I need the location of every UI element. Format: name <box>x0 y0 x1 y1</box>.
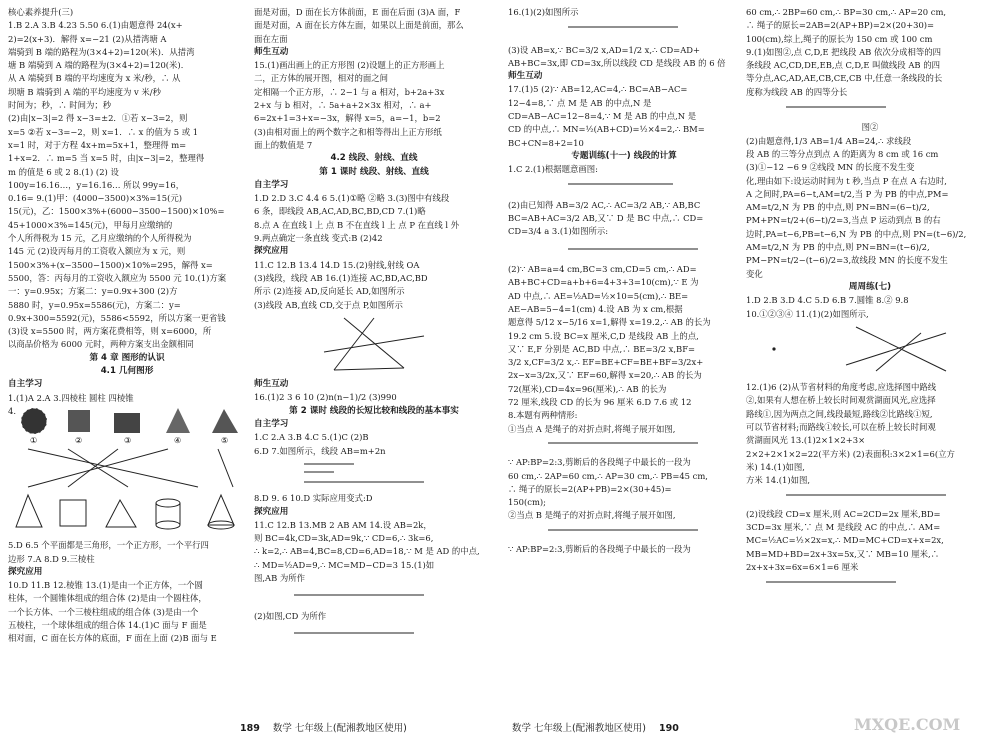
col4-block-e <box>746 508 994 574</box>
col1-block-b <box>8 539 246 566</box>
col4-lines_c-line: 10.①②③④ 11.(1)(2)如图所示, <box>746 308 869 319</box>
watermark-text: MXQE.COM <box>854 715 961 734</box>
solids-figure-row <box>8 405 246 445</box>
col2-lines_b-line: (3)由相对面上的两个数字之和相等得出上正方形纸 <box>254 126 442 137</box>
col4-lines_b-line: PM+PN=t/2+(6−t)/2=3,当点 P 运动到点 B 的右 <box>746 215 941 226</box>
col3-lines_g-line: ∵ AP:BP=2:3,剪断后的各段绳子中最长的一段为 <box>508 543 691 554</box>
fig-num-3: ③ <box>124 435 132 445</box>
line-segment <box>334 368 404 370</box>
column-4 <box>746 6 994 714</box>
section-4-2-title: 4.2 线段、射线、直线 <box>330 153 418 164</box>
weekly-practice-title: 周周练(七) <box>848 281 892 292</box>
segment-cab-figure <box>508 177 740 195</box>
lesson1-title: 第 1 课时 线段、射线、直线 <box>319 166 429 177</box>
matching-figure <box>8 445 246 535</box>
col4-lines_d-line: 2×2+2×1×2=22(平方米) (2)表面积:3×2×1=6(立方 <box>746 448 955 459</box>
page-number-right: 190 <box>658 723 679 734</box>
col4-lines_e-line: MC=½AC=½×2x=x,∴ MD=MC+CD=x+x=2x, <box>746 535 944 546</box>
q15-2-line: (2)如图,CD 为所作 <box>254 610 327 621</box>
col3-lines_c-line: 1.C 2.(1)根据题意画图: <box>508 164 598 175</box>
segment-cd-figure-14 <box>746 488 994 504</box>
col1-lines_a-line: 5500，答：丙每月的工资收入额应为 5500 元 10.(1)方案 <box>8 272 227 283</box>
col2-lines_c-line: 8.点 A 在直线 l 上 点 B 不在直线 l 上 点 P 在直线 l 外 <box>254 219 460 230</box>
point-b <box>772 347 775 350</box>
col4-block-b <box>746 135 994 281</box>
col4-lines_d-line: ②,如果有人想在桥上较长时间观赏湖面风光,应选择 <box>746 395 936 406</box>
col4-lines_d-line: 可以节省材料;而路线①较长,可以在桥上较长时间观 <box>746 422 936 433</box>
col4-lines_b-line: (3)①−12 −6 9 ②线段 MN 的长度不发生变 <box>746 162 915 173</box>
col1-lines_a-line: x=5 ②若 x−3=−2，则 x=1．∴ x 的值为 5 或 1 <box>8 126 199 137</box>
pyramid-image <box>212 409 238 433</box>
col4-lines_a-line: ∴ 绳子的原长=2AB=2(AP+BP)=2×(20+30)= <box>746 20 935 31</box>
section-title: 4.1 几何图形 <box>100 366 154 377</box>
col3-block-b <box>508 83 740 149</box>
quartering-figure <box>746 99 994 117</box>
col2-lines_b-line: 二，正方体的展开图，相对的面之间 <box>254 73 388 84</box>
col1-lines_a-line: x=1 时，对于方程 4x+m=5x+1，整理得 m= <box>8 139 187 150</box>
fig-num-4: ④ <box>174 435 182 445</box>
fig-num-2: ② <box>75 435 83 445</box>
col3-lines_e-line: 2x−x=3/2x,又∵ EF=60,解得 x=20,∴ AB 的长为 <box>508 370 702 381</box>
column-3 <box>508 6 740 714</box>
cylinder-bottom <box>156 521 180 529</box>
col2-lines_a-line: 面在左面 <box>254 33 288 44</box>
col2-block-b <box>254 59 494 152</box>
col2-lines_e-line: 1.C 2.A 3.B 4.C 5.(1)C (2)B <box>254 432 369 443</box>
col3-lines_e-line: 3/2 x,CF=3/2 x,∴ EF=BE+CF=BE+BF=3/2x+ <box>508 357 704 368</box>
col4-lines_a-line: 等分点,AC,AD,AE,CB,CE,CB 中,任意一条线段的长 <box>746 73 943 84</box>
col4-lines_b-line: 段 AB 的三等分点到点 A 的距离为 8 cm 或 16 cm <box>746 148 939 159</box>
segment-figure-bottom <box>746 574 994 592</box>
col2-lines_c-line: 9.两点确定一条直线 变式:B (2)42 <box>254 233 383 244</box>
segment-abecd-figure <box>508 239 740 259</box>
col3-lines_b-line: BC+CN=8+2=10 <box>508 137 584 148</box>
tanjiu-heading-3: 探究应用 <box>254 506 289 517</box>
col3-lines_d-line: (2)由已知得 AB=3/2 AC,∴ AC=3/2 AB,∵ AB,BC <box>508 199 701 210</box>
col3-block-f <box>508 456 740 522</box>
col1-lines_c-line: 一个长方体、一个三棱柱组成的组合体 (3)是由一个 <box>8 606 199 617</box>
col1-lines_c-line: 相对面，C 面在长方体的底面，F 面在上面 (2)B 面与 E <box>8 633 217 644</box>
col4-lines_b-line: 变化 <box>746 268 763 279</box>
col4-lines_a-line: 100(cm),综上,绳子的原长为 150 cm 或 100 cm <box>746 33 933 44</box>
special-training-title: 专题训练(十一) 线段的计算 <box>571 150 677 161</box>
col1-lines_a-line: 塘 B 端骑到 A 端的路程为(3×4+2)=120(米)． <box>8 60 190 71</box>
cube-shape <box>60 500 86 526</box>
watermark-logo <box>844 680 994 740</box>
col3-lines_e-line: AE−AB=5−4=1(cm) 4.设 AB 为 x cm,根据 <box>508 303 683 314</box>
col1-lines_a-line: 1500×3%+(x−3500−1500)×10%=295，解得 x= <box>8 259 213 270</box>
segment-abm-figure <box>254 585 494 605</box>
col3-block-a <box>508 44 740 71</box>
col2-block-a <box>254 6 494 46</box>
col2-lines_d-line: (3)线段，线段 AB 16.(1)连接 AC,BD,AC,BD <box>254 272 428 283</box>
col1-lines_a-line: 核心素养提升(三) <box>8 7 74 17</box>
col1-lines_a-line: 个人所得税为 15 元，乙月应缴纳的个人所得税为 <box>8 233 192 244</box>
col3-lines_e-line: ①当点 A 是绳子的对折点时,将绳子展开如图, <box>508 423 676 434</box>
solids-figure <box>16 405 241 445</box>
col2-lines_f-line: 11.C 12.B 13.MB 2 AB AM 14.设 AB=2k， <box>254 519 432 530</box>
q4-label: 4. <box>8 405 16 416</box>
segment-m-n-figure <box>254 458 494 488</box>
triangular-prism <box>16 495 42 527</box>
rope-figure-1 <box>508 436 740 452</box>
col3-lines_e-line: AD 中点,∴ AE=½AD=½×10=5(cm),∴ BE= <box>508 290 689 301</box>
col4-lines_e-line: 2x+x+3x=6x=6×1=6 厘米 <box>746 561 859 572</box>
col3-lines_b-line: 12−4=8,∵ 点 M 是 AB 的中点,N 是 <box>508 97 652 108</box>
footer-left-text: 数学 七年级上(配湘教地区使用) <box>272 723 407 734</box>
col4-block-c <box>746 294 994 321</box>
col2-lines_b-line: 2+x 与 b 相对，∴ 5a+a+2×3x 相对，∴ a+ <box>254 100 432 111</box>
match-line <box>68 449 118 487</box>
col2-lines_a-line: 面是对面，A 面在长方体左面，如果以上面是前面，那么 <box>254 20 464 31</box>
col1-lines_a-line: 以商品价格为 6000 元时，两种方案支出金额相同 <box>8 339 194 350</box>
col1-lines_a-line: 端骑到 B 端的路程为(3×4+2)=120(米)．从措湾 <box>8 46 195 57</box>
col3-block-g <box>508 543 740 556</box>
col3-lines_e-line: 72(厘米),CD=4x=96(厘米),∴ AB 的长为 <box>508 383 667 394</box>
col1-lines_a-line: 1+x=2．∴ m=5 当 x=5 时，由|x−3|=2，整理得 <box>8 153 205 164</box>
shisheng-heading-3: 师生互动 <box>508 71 543 82</box>
col4-lines_d-line: 路线①,因为两点之间,线段最短,路线②比路线①短, <box>746 408 933 419</box>
col2-block-f <box>254 519 494 585</box>
figure-2-caption: 图② <box>861 122 879 133</box>
col4-lines_e-line: MB=MD+BD=2x+3x=5x,又∵ MB=10 厘米,∴ <box>746 548 940 559</box>
match-line <box>218 449 233 487</box>
col1-lines_a-line: 1.B 2.A 3.B 4.23 5.50 6.(1)由题意得 24(x+ <box>8 20 183 31</box>
footer-left <box>240 720 407 734</box>
col1-lines_a-line: 0.16= 9.(1)甲：(4000−3500)×3%=15(元) <box>8 193 182 204</box>
col4-lines_b-line: A 之间时,PA=6−t,AM=t/2,当 P 为 PB 的中点,PM= <box>746 188 949 199</box>
shisheng-heading: 师生互动 <box>254 46 289 57</box>
col1-lines_a-line: 2)=2(x+3)．解得 x=−21 (2)从措湾塘 A <box>8 33 167 44</box>
col3-lines_e-line: (2)∵ AB=a=4 cm,BC=3 cm,CD=5 cm,∴ AD= <box>508 264 697 275</box>
col2-lines_b-line: 6=2x+1=3+x=−3x，解得 x=5，a=−1，b=2 <box>254 113 441 124</box>
line-b <box>846 333 946 365</box>
col1-lines_a-line: 15(元)，乙：1500×3%+(6000−3500−1500)×10%= <box>8 206 225 217</box>
zizhu-heading-3: 自主学习 <box>254 419 289 430</box>
pyramid-shape <box>106 500 136 527</box>
line-a <box>856 327 946 371</box>
q8-line: 8.D 9. 6 10.D 实际应用变式:D <box>254 493 373 504</box>
col3-lines_e-line: AB+BC+CD=a+b+6=4+3+3=10(cm),∵ E 为 <box>508 277 699 288</box>
column-2 <box>254 6 494 714</box>
col4-lines_d-line: 米) 14.(1)如图, <box>746 461 805 472</box>
col1-lines_b-line: 边形 7.A 8.D 9.三棱柱 <box>8 553 95 564</box>
col2-block-d <box>254 259 494 312</box>
col3-block-e <box>508 263 740 436</box>
col4-lines_b-line: 化,理由如下:设运动时间为 t 秒,当点 P 在点 A 右边时, <box>746 175 947 186</box>
col4-block-a <box>746 6 994 99</box>
col1-lines_a-line: m 的值是 6 或 2 8.(1) (2) 设 <box>8 166 119 177</box>
col3-lines_b-line: CD=AB−AC=12−8=4,∵ M 是 AB 的中点,N 是 <box>508 111 697 122</box>
cylinder-top <box>156 499 180 507</box>
col4-lines_d-line: 方米 14.(1)如图, <box>746 475 811 486</box>
col3-block-c <box>508 163 740 176</box>
page-number-left: 189 <box>240 723 260 734</box>
col3-lines_f-line: 150(cm); <box>508 497 546 508</box>
col3-lines_d-line: CD=3/4 a 3.(1)如图所示: <box>508 226 609 237</box>
col1-lines_a-line: 145 元 (2)设丙每月的工资收入额应为 x 元，则 <box>8 246 186 257</box>
line-segment <box>324 336 424 352</box>
rope-figure-2 <box>508 523 740 539</box>
col3-lines_f-line: 60 cm,∴ 2AP=60 cm,∴ AP=30 cm,∴ PB=45 cm, <box>508 470 708 481</box>
col1-lines_a-line: 100y=16.16…，y=16.16… 所以 99y=16， <box>8 179 185 190</box>
book-image <box>114 413 140 433</box>
col4-lines_a-line: 9.(1)如图②,点 C,D,E 把线段 AB 依次分成相等的四 <box>746 46 941 57</box>
col4-lines_b-line: AM=t/2,N 为 PB 的中点,则 PN=BN=(t−6)/2, <box>746 242 930 253</box>
col2-lines_e-line: 6.D 7.如图所示，线段 AB=m+2n <box>254 445 386 456</box>
col3-lines_e-line: 8.本题有两种情形: <box>508 410 578 421</box>
col2-lines_c-line: 6 条，即线段 AB,AC,AD,BC,BD,CD 7.(1)略 <box>254 206 426 217</box>
col2-lines_f-line: 图,AB 为所作 <box>254 572 306 583</box>
col4-lines_e-line: (2)设线段 CD=x 厘米,则 AC=2CD=2x 厘米,BD= <box>746 508 941 519</box>
col1-lines_a-line: 5880 时，y=0.95x=5586(元)，方案二：y= <box>8 299 181 310</box>
col4-lines_b-line: 边时,PA=t−6,PB=t−6,N 为 PB 的中点,则 PN=(t−6)/2, <box>746 228 967 239</box>
col1-lines_b-line: 5.D 6.5 个平面都是三角形，一个正方形，一个平行四 <box>8 540 209 551</box>
fig-num-1: ① <box>30 435 38 445</box>
col2-lines_d-line: 11.C 12.B 13.4 14.D 15.(2)射线,射线 OA <box>254 259 420 270</box>
cone-image <box>166 408 190 433</box>
tanjiu-heading-2: 探究应用 <box>254 246 289 257</box>
col3-lines_b-line: CD 的中点,∴ MN=½(AB+CD)=½×4=2,∴ BM= <box>508 124 705 135</box>
col4-block-d <box>746 381 994 487</box>
col2-lines_d-line: (3)线段 AB,直线 CD,交于点 P,如图所示 <box>254 299 403 310</box>
col1-lines_a-line: 从 A 端骑到 B 端的平均速度为 x 米/秒，∴ 从 <box>8 73 181 84</box>
col1-lines_a-line: (3)设 x=5500 时，两方案花费相等，则 x=6000，所 <box>8 326 212 337</box>
col3-lines_e-line: 72 厘米,线段 CD 的长为 96 厘米 6.D 7.6 或 12 <box>508 397 692 408</box>
col1-lines_c-line: 柱体，一个圆锥体组成的组合体 (2)是由一个圆柱体， <box>8 593 207 604</box>
lesson2-title: 第 2 课时 线段的长短比较和线段的基本事实 <box>289 405 459 416</box>
col1-block-c <box>8 579 246 645</box>
line-segment <box>344 318 404 368</box>
col4-lines_d-line: 12.(1)6 (2)从节省材料的角度考虑,应选择图中路线 <box>746 382 937 393</box>
footer-right <box>512 720 679 734</box>
col2-lines_a-line: 面是对面，D 面在长方体前面，E 面在后面 (3)A 面，F <box>254 7 461 17</box>
rubik-cube-image <box>68 410 90 432</box>
col3-lines_d-line: BC=AB+AC=3/2 AB,又∵ D 是 BC 中点,∴ CD= <box>508 213 704 224</box>
zizhu-line: 1.(1)A 2.A 3.四棱柱 圆柱 四棱锥 <box>8 392 134 403</box>
geometry-figure-11 <box>746 321 994 377</box>
chapter-title: 第 4 章 图形的认识 <box>89 352 165 363</box>
fig-num-5: ⑤ <box>221 435 229 445</box>
col3-lines_f-line: ∴ 绳子的原长=2(AP+PB)=2×(30+45)= <box>508 483 672 494</box>
col3-lines_a-line: AB+BC=3x,即 CD=3x,所以线段 CD 是线段 AB 的 6 倍 <box>508 57 726 68</box>
footer-right-text: 数学 七年级上(配湘教地区使用) <box>512 723 646 734</box>
col3-block-d <box>508 199 740 239</box>
col2-lines_b-line: 15.(1)画出画上的正方形图 (2)设题上的正方形画上 <box>254 60 445 71</box>
col3-lines_a-line: (3)设 AB=x,∵ BC=3/2 x,AD=1/2 x,∴ CD=AD+ <box>508 44 700 55</box>
col1-lines_c-line: 10.D 11.B 12.棱锥 13.(1)是由一个正方体，一个圆 <box>8 580 203 591</box>
col1-block-a <box>8 6 246 352</box>
col2-lines_b-line: 定相隔一个正方形，∴ 2−1 与 a 相对，b+2a+3x <box>254 86 445 97</box>
col4-lines_c-line: 1.D 2.B 3.D 4.C 5.D 6.B 7.圆锥 8.② 9.8 <box>746 295 909 306</box>
col2-lines_b-line: 面上的数值是 7 <box>254 139 313 150</box>
col2-block-c <box>254 192 494 245</box>
col2-lines_f-line: ∴ k=2,∴ AB=4,BC=8,CD=6,AD=18,∵ M 是 AD 的中点, <box>254 546 480 557</box>
zizhu-heading-2: 自主学习 <box>254 179 289 190</box>
match-line <box>28 449 168 487</box>
line-c <box>876 333 921 371</box>
shisheng-heading-2: 师生互动 <box>254 379 289 390</box>
zizhu-heading: 自主学习 <box>8 379 43 390</box>
col3-lines_f-line: ∵ AP:BP=2:3,剪断后的各段绳子中最长的一段为 <box>508 457 691 468</box>
col4-lines_b-line: AM=t/2,N 为 PB 的中点,则 PN=BN=(6−t)/2, <box>746 202 930 213</box>
column-1 <box>8 6 246 714</box>
q16-line: 16.(1)2 3 6 10 (2)n(n−1)/2 (3)990 <box>254 392 397 403</box>
col3-lines_f-line: ②当点 B 是绳子的对折点时,将绳子展开如图, <box>508 510 676 521</box>
col3-lines_b-line: 17.(1)5 (2)∵ AB=12,AC=4,∴ BC=AB−AC= <box>508 84 688 95</box>
q16-line-col3: 16.(1)(2)如图所示 <box>508 7 579 17</box>
col1-lines_a-line: 坝塘 B 端骑到 A 端的平均速度为 v 米/秒 <box>8 86 161 97</box>
intersecting-lines-figure <box>254 312 494 374</box>
col2-lines_f-line: ∴ MD=½AD=9,∴ MC=MD−CD=3 15.(1)如 <box>254 559 435 570</box>
col1-lines_a-line: 一：y=0.95x；方案二：y=0.9x+300 (2)方 <box>8 286 178 297</box>
col3-lines_e-line: 又∵ E,F 分别是 AC,BD 中点,∴ BE=3/2 x,BF= <box>508 343 696 354</box>
col2-lines_d-line: 所示 (2)连接 AD,反向延长 AD,如图所示 <box>254 286 405 297</box>
col1-lines_c-line: 五棱柱，一个球体组成的组合体 14.(1)C 面与 F 面是 <box>8 619 207 630</box>
col4-lines_e-line: 3CD=3x 厘米,∵ 点 M 是线段 AC 的中点,∴ AM= <box>746 522 941 533</box>
col1-lines_a-line: 45+1000×3%=145(元)，甲每月应缴纳的 <box>8 219 173 230</box>
col1-lines_a-line: 0.9x+300=5592(元)，5586<5592，所以方案一更省钱 <box>8 312 226 323</box>
col4-lines_b-line: (2)由题意得,1/3 AB=1/4 AB=24,∴ 求线段 <box>746 135 912 146</box>
tanjiu-heading: 探究应用 <box>8 566 43 577</box>
segment-cd-figure <box>254 623 494 643</box>
col1-lines_a-line: 时间为；秒，∴ 时间为；秒 <box>8 100 112 111</box>
match-line <box>28 449 198 487</box>
col3-lines_e-line: 题意得 5/12 x−5/16 x=1,解得 x=19.2,∴ AB 的长为 <box>508 317 711 328</box>
col4-lines_a-line: 度称为线段 AB 的四等分长 <box>746 86 848 97</box>
col4-lines_d-line: 赏湖面风光 13.(1)2×1×2+3× <box>746 435 866 446</box>
col2-lines_f-line: 则 BC=4k,CD=3k,AD=9k,∵ CD=6,∴ 3k=6, <box>254 533 434 544</box>
col4-lines_a-line: 条线段 AC,CD,DE,EB,点 C,D,E 叫做线段 AB 的四 <box>746 60 940 71</box>
col4-lines_b-line: PM−PN=t/2−(t−6)/2=3,故线段 MN 的长度不发生 <box>746 255 948 266</box>
col3-lines_e-line: 19.2 cm 5.设 BC=x 厘米,C,D 是线段 AB 上的点, <box>508 330 699 341</box>
col2-lines_c-line: 1.D 2.D 3.C 4.4 6 5.(1)①略 ②略 3.(3)图中有线段 <box>254 193 450 204</box>
col2-block-e <box>254 431 494 458</box>
col4-lines_a-line: 60 cm,∴ 2BP=60 cm,∴ BP=30 cm,∴ AP=20 cm, <box>746 7 947 17</box>
col1-lines_a-line: (2)由|x−3|=2 得 x−3=±2．①若 x−3=2，则 <box>8 113 188 124</box>
segment-dabc-figure <box>508 19 740 39</box>
